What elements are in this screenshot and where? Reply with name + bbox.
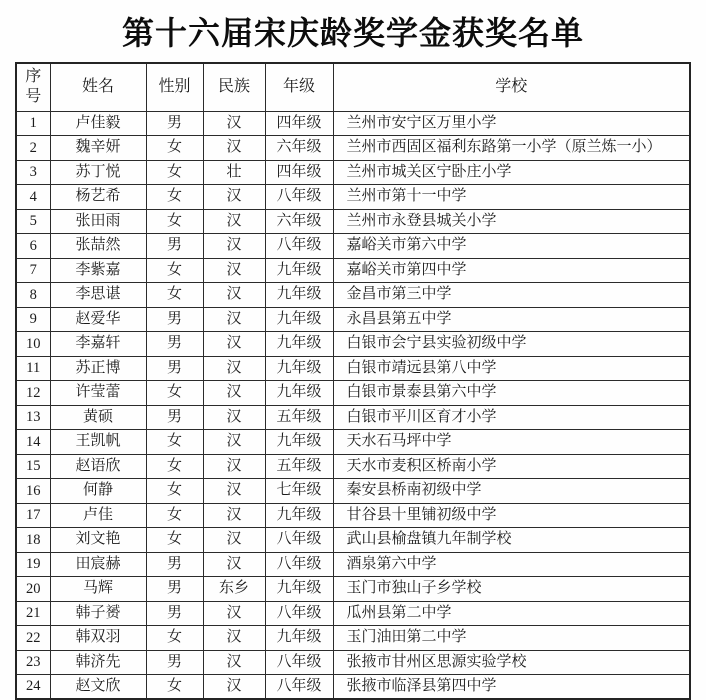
cell-school: 武山县榆盘镇九年制学校	[333, 528, 690, 553]
award-table	[15, 62, 691, 700]
cell-gender: 男	[146, 601, 203, 626]
cell-school: 玉门市独山子乡学校	[333, 577, 690, 602]
cell-school: 天水市麦积区桥南小学	[333, 454, 690, 479]
cell-gender: 女	[146, 381, 203, 406]
table-row	[16, 405, 690, 430]
cell-name: 李紫嘉	[50, 258, 146, 283]
cell-grade: 九年级	[265, 258, 333, 283]
table-row	[16, 283, 690, 308]
cell-no: 19	[16, 552, 50, 577]
cell-ethnicity: 汉	[203, 454, 265, 479]
cell-school: 兰州市城关区宁卧庄小学	[333, 160, 690, 185]
cell-no: 21	[16, 601, 50, 626]
cell-no: 10	[16, 332, 50, 357]
table-row	[16, 675, 690, 700]
cell-school: 酒泉第六中学	[333, 552, 690, 577]
cell-name: 李思谌	[50, 283, 146, 308]
cell-ethnicity: 汉	[203, 136, 265, 161]
cell-school: 兰州市西固区福利东路第一小学（原兰炼一小）	[333, 136, 690, 161]
column-header-no: 序号	[16, 63, 50, 111]
cell-grade: 八年级	[265, 234, 333, 259]
column-header-grade: 年级	[265, 63, 333, 111]
cell-ethnicity: 汉	[203, 552, 265, 577]
cell-no: 24	[16, 675, 50, 700]
cell-no: 18	[16, 528, 50, 553]
cell-grade: 九年级	[265, 430, 333, 455]
cell-ethnicity: 汉	[203, 601, 265, 626]
cell-school: 白银市会宁县实验初级中学	[333, 332, 690, 357]
cell-grade: 九年级	[265, 356, 333, 381]
cell-no: 3	[16, 160, 50, 185]
cell-gender: 男	[146, 405, 203, 430]
cell-gender: 男	[146, 332, 203, 357]
cell-ethnicity: 汉	[203, 675, 265, 700]
cell-gender: 男	[146, 650, 203, 675]
cell-school: 玉门油田第二中学	[333, 626, 690, 651]
cell-name: 卢佳	[50, 503, 146, 528]
cell-no: 5	[16, 209, 50, 234]
table-row	[16, 356, 690, 381]
table-row	[16, 479, 690, 504]
cell-ethnicity: 汉	[203, 234, 265, 259]
cell-grade: 九年级	[265, 381, 333, 406]
cell-no: 13	[16, 405, 50, 430]
cell-school: 张掖市甘州区思源实验学校	[333, 650, 690, 675]
cell-name: 张喆然	[50, 234, 146, 259]
cell-gender: 女	[146, 479, 203, 504]
cell-grade: 七年级	[265, 479, 333, 504]
table-row	[16, 234, 690, 259]
table-row	[16, 307, 690, 332]
cell-gender: 女	[146, 454, 203, 479]
table-row	[16, 552, 690, 577]
cell-gender: 女	[146, 626, 203, 651]
cell-ethnicity: 汉	[203, 307, 265, 332]
cell-gender: 女	[146, 675, 203, 700]
table-header-row	[16, 63, 690, 111]
cell-ethnicity: 汉	[203, 111, 265, 136]
cell-name: 韩子赟	[50, 601, 146, 626]
cell-name: 杨艺希	[50, 185, 146, 210]
cell-school: 白银市靖远县第八中学	[333, 356, 690, 381]
cell-no: 14	[16, 430, 50, 455]
cell-gender: 女	[146, 430, 203, 455]
cell-school: 天水石马坪中学	[333, 430, 690, 455]
column-header-gender: 性别	[146, 63, 203, 111]
cell-gender: 男	[146, 552, 203, 577]
cell-school: 金昌市第三中学	[333, 283, 690, 308]
cell-no: 8	[16, 283, 50, 308]
table-row	[16, 601, 690, 626]
cell-grade: 五年级	[265, 405, 333, 430]
cell-name: 韩济先	[50, 650, 146, 675]
table-row	[16, 577, 690, 602]
cell-gender: 女	[146, 136, 203, 161]
cell-grade: 五年级	[265, 454, 333, 479]
cell-no: 22	[16, 626, 50, 651]
cell-ethnicity: 汉	[203, 528, 265, 553]
cell-no: 23	[16, 650, 50, 675]
cell-name: 卢佳毅	[50, 111, 146, 136]
cell-name: 李嘉轩	[50, 332, 146, 357]
table-row	[16, 650, 690, 675]
cell-gender: 女	[146, 503, 203, 528]
table-row	[16, 454, 690, 479]
cell-school: 张掖市临泽县第四中学	[333, 675, 690, 700]
cell-school: 兰州市安宁区万里小学	[333, 111, 690, 136]
cell-school: 嘉峪关市第四中学	[333, 258, 690, 283]
cell-grade: 九年级	[265, 626, 333, 651]
cell-ethnicity: 壮	[203, 160, 265, 185]
cell-grade: 八年级	[265, 650, 333, 675]
cell-gender: 女	[146, 160, 203, 185]
cell-gender: 男	[146, 234, 203, 259]
cell-school: 秦安县桥南初级中学	[333, 479, 690, 504]
cell-school: 甘谷县十里铺初级中学	[333, 503, 690, 528]
cell-grade: 六年级	[265, 209, 333, 234]
cell-no: 2	[16, 136, 50, 161]
table-row	[16, 503, 690, 528]
cell-ethnicity: 汉	[203, 430, 265, 455]
cell-no: 11	[16, 356, 50, 381]
cell-no: 9	[16, 307, 50, 332]
cell-gender: 女	[146, 283, 203, 308]
cell-name: 何静	[50, 479, 146, 504]
cell-grade: 九年级	[265, 577, 333, 602]
cell-grade: 八年级	[265, 185, 333, 210]
cell-grade: 八年级	[265, 675, 333, 700]
column-header-name: 姓名	[50, 63, 146, 111]
cell-gender: 男	[146, 356, 203, 381]
cell-name: 赵爱华	[50, 307, 146, 332]
cell-name: 韩双羽	[50, 626, 146, 651]
cell-school: 白银市平川区育才小学	[333, 405, 690, 430]
cell-name: 许莹蕾	[50, 381, 146, 406]
cell-gender: 男	[146, 111, 203, 136]
cell-no: 6	[16, 234, 50, 259]
table-row	[16, 160, 690, 185]
cell-school: 兰州市永登县城关小学	[333, 209, 690, 234]
table-row	[16, 528, 690, 553]
cell-ethnicity: 汉	[203, 479, 265, 504]
cell-ethnicity: 汉	[203, 332, 265, 357]
cell-name: 田宸赫	[50, 552, 146, 577]
cell-name: 刘文艳	[50, 528, 146, 553]
table-row	[16, 258, 690, 283]
page-title: 第十六届宋庆龄奖学金获奖名单	[121, 15, 584, 51]
cell-name: 魏辛妍	[50, 136, 146, 161]
table-row	[16, 136, 690, 161]
column-header-school: 学校	[333, 63, 690, 111]
cell-no: 1	[16, 111, 50, 136]
cell-name: 苏正博	[50, 356, 146, 381]
cell-grade: 八年级	[265, 552, 333, 577]
cell-gender: 男	[146, 307, 203, 332]
cell-name: 苏丁悦	[50, 160, 146, 185]
cell-name: 王凯帆	[50, 430, 146, 455]
table-row	[16, 209, 690, 234]
cell-no: 15	[16, 454, 50, 479]
table-row	[16, 430, 690, 455]
column-header-ethnicity: 民族	[203, 63, 265, 111]
table-row	[16, 332, 690, 357]
cell-gender: 女	[146, 209, 203, 234]
table-row	[16, 111, 690, 136]
cell-ethnicity: 汉	[203, 503, 265, 528]
cell-ethnicity: 汉	[203, 258, 265, 283]
cell-ethnicity: 汉	[203, 356, 265, 381]
table-row	[16, 381, 690, 406]
cell-ethnicity: 汉	[203, 405, 265, 430]
cell-name: 张田雨	[50, 209, 146, 234]
cell-gender: 女	[146, 185, 203, 210]
cell-no: 16	[16, 479, 50, 504]
cell-ethnicity: 汉	[203, 185, 265, 210]
cell-ethnicity: 汉	[203, 381, 265, 406]
cell-school: 永昌县第五中学	[333, 307, 690, 332]
cell-ethnicity: 东乡	[203, 577, 265, 602]
cell-school: 瓜州县第二中学	[333, 601, 690, 626]
cell-ethnicity: 汉	[203, 209, 265, 234]
cell-name: 赵文欣	[50, 675, 146, 700]
cell-grade: 九年级	[265, 283, 333, 308]
cell-grade: 八年级	[265, 601, 333, 626]
cell-name: 黄硕	[50, 405, 146, 430]
cell-grade: 九年级	[265, 503, 333, 528]
cell-grade: 四年级	[265, 160, 333, 185]
cell-school: 兰州市第十一中学	[333, 185, 690, 210]
cell-grade: 九年级	[265, 307, 333, 332]
cell-school: 嘉峪关市第六中学	[333, 234, 690, 259]
cell-ethnicity: 汉	[203, 626, 265, 651]
cell-gender: 男	[146, 577, 203, 602]
table-row	[16, 185, 690, 210]
cell-no: 12	[16, 381, 50, 406]
cell-no: 20	[16, 577, 50, 602]
cell-no: 17	[16, 503, 50, 528]
cell-grade: 四年级	[265, 111, 333, 136]
cell-grade: 九年级	[265, 332, 333, 357]
cell-gender: 女	[146, 528, 203, 553]
cell-ethnicity: 汉	[203, 283, 265, 308]
cell-gender: 女	[146, 258, 203, 283]
table-row	[16, 626, 690, 651]
cell-name: 赵语欣	[50, 454, 146, 479]
cell-school: 白银市景泰县第六中学	[333, 381, 690, 406]
cell-grade: 六年级	[265, 136, 333, 161]
cell-no: 7	[16, 258, 50, 283]
cell-ethnicity: 汉	[203, 650, 265, 675]
cell-grade: 八年级	[265, 528, 333, 553]
cell-name: 马辉	[50, 577, 146, 602]
cell-no: 4	[16, 185, 50, 210]
